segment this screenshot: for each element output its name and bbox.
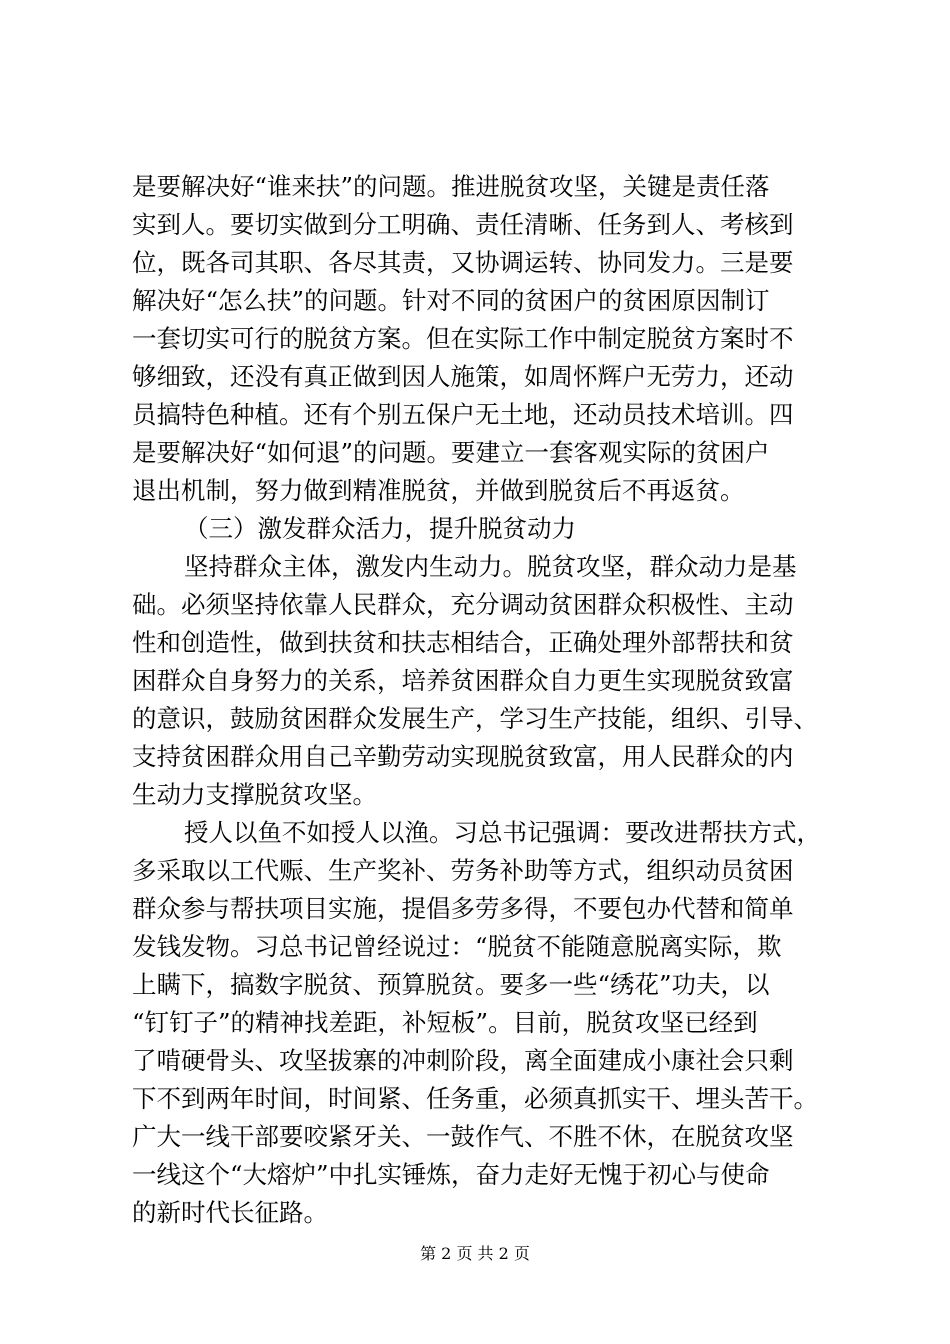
paragraph-line: 础。必须坚持依靠人民群众，充分调动贫困群众积极性、主动 bbox=[132, 590, 794, 619]
paragraph-line: 位，既各司其职、各尽其责，又协调运转、协同发力。三是要 bbox=[132, 248, 794, 277]
paragraph-line: 是要解决好“谁来扶”的问题。推进脱贫攻坚，关键是责任落 bbox=[132, 172, 770, 201]
paragraph-line: 上瞒下，搞数字脱贫、预算脱贫。要多一些“绣花”功夫，以 bbox=[132, 970, 770, 999]
paragraph-line: 了啃硬骨头、攻坚拔寨的冲刺阶段，离全面建成小康社会只剩 bbox=[132, 1046, 794, 1075]
paragraph-line: 是要解决好“如何退”的问题。要建立一套客观实际的贫困户 bbox=[132, 438, 770, 467]
paragraph bbox=[132, 814, 822, 1232]
paragraph-line: 一套切实可行的脱贫方案。但在实际工作中制定脱贫方案时不 bbox=[132, 324, 794, 353]
paragraph-line: 支持贫困群众用自己辛勤劳动实现脱贫致富，用人民群众的内 bbox=[132, 742, 794, 771]
document-body bbox=[132, 168, 822, 1232]
paragraph-line: 坚持群众主体，激发内生动力。脱贫攻坚，群众动力是基 bbox=[184, 552, 797, 581]
paragraph-line: 多采取以工代赈、生产奖补、劳务补助等方式，组织动员贫困 bbox=[132, 856, 794, 885]
paragraph-line: 群众参与帮扶项目实施，提倡多劳多得，不要包办代替和简单 bbox=[132, 894, 794, 923]
paragraph-line: 广大一线干部要咬紧牙关、一鼓作气、不胜不休，在脱贫攻坚 bbox=[132, 1122, 794, 1151]
paragraph-line: 生动力支撑脱贫攻坚。 bbox=[132, 780, 377, 809]
paragraph-line: 一线这个“大熔炉”中扎实锤炼，奋力走好无愧于初心与使命 bbox=[132, 1160, 770, 1189]
paragraph bbox=[132, 168, 822, 510]
paragraph-line: 的意识，鼓励贫困群众发展生产，学习生产技能，组织、引导、 bbox=[132, 704, 818, 733]
paragraph-line: 够细致，还没有真正做到因人施策，如周怀辉户无劳力，还动 bbox=[132, 362, 794, 391]
paragraph bbox=[132, 548, 822, 814]
paragraph-line: 退出机制，努力做到精准脱贫，并做到脱贫后不再返贫。 bbox=[132, 476, 745, 505]
section-heading-text: （三）激发群众活力，提升脱贫动力 bbox=[184, 514, 576, 543]
section-heading bbox=[132, 510, 822, 548]
paragraph-line: 解决好“怎么扶”的问题。针对不同的贫困户的贫困原因制订 bbox=[132, 286, 770, 315]
paragraph-line: 下不到两年时间，时间紧、任务重，必须真抓实干、埋头苦干。 bbox=[132, 1084, 818, 1113]
paragraph-line: 发钱发物。习总书记曾经说过：“脱贫不能随意脱离实际，欺 bbox=[132, 932, 782, 961]
paragraph-line: “钉钉子”的精神找差距，补短板”。目前，脱贫攻坚已经到 bbox=[132, 1008, 758, 1037]
paragraph-line: 性和创造性，做到扶贫和扶志相结合，正确处理外部帮扶和贫 bbox=[132, 628, 794, 657]
paragraph-line: 的新时代长征路。 bbox=[132, 1198, 328, 1227]
paragraph-line: 授人以鱼不如授人以渔。习总书记强调：要改进帮扶方式， bbox=[184, 818, 821, 847]
page-footer: 第 2 页 共 2 页 bbox=[420, 1244, 530, 1263]
paragraph-line: 困群众自身努力的关系，培养贫困群众自力更生实现脱贫致富 bbox=[132, 666, 794, 695]
paragraph-line: 员搞特色种植。还有个别五保户无土地，还动员技术培训。四 bbox=[132, 400, 794, 429]
paragraph-line: 实到人。要切实做到分工明确、责任清晰、任务到人、考核到 bbox=[132, 210, 794, 239]
